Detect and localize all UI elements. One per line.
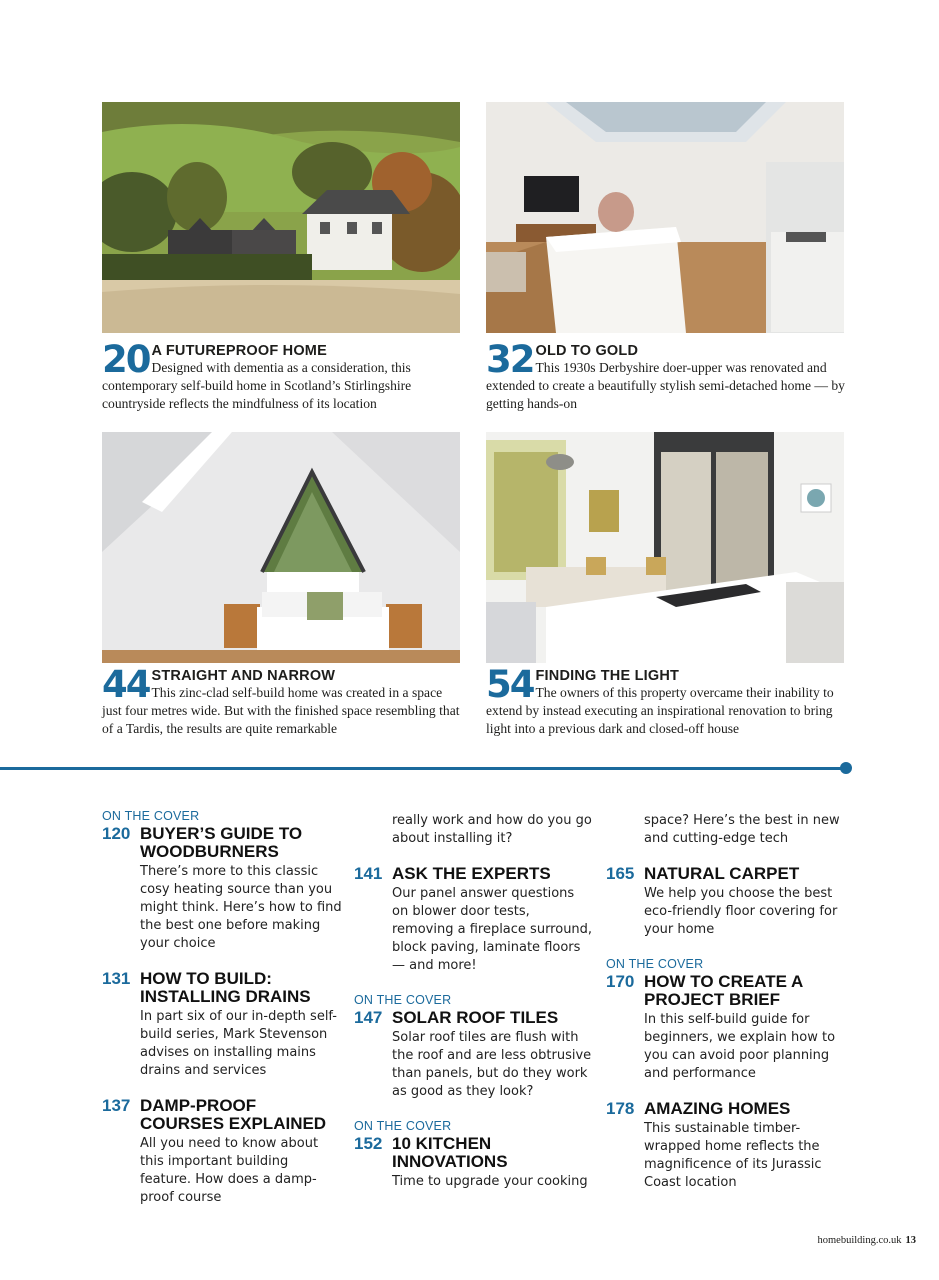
entry-description: Our panel answer questions on blower door tests, removing a fireplace surround, block paving, laminate floors — and more! bbox=[392, 886, 593, 973]
feature-photo-finding-the-light bbox=[486, 432, 844, 663]
feature-old-to-gold[interactable] bbox=[486, 338, 848, 413]
entry-title: 10 KITCHEN INNOVATIONS bbox=[392, 1134, 508, 1171]
entry-page-number: 141 bbox=[354, 864, 383, 883]
footer-site[interactable]: homebuilding.co.uk bbox=[817, 1235, 902, 1246]
entry-page-number: 152 bbox=[354, 1134, 383, 1153]
feature-photo-futureproof-home bbox=[102, 102, 460, 333]
entry-description: All you need to know about this important building feature. How does a damp-proof course bbox=[140, 1136, 319, 1205]
section-divider bbox=[0, 767, 846, 770]
feature-straight-and-narrow[interactable] bbox=[102, 663, 464, 738]
entry-description-continued: space? Here’s the best in new and cutting-edge tech bbox=[644, 813, 840, 846]
entry-page-number: 170 bbox=[606, 972, 635, 991]
page-footer bbox=[818, 1235, 917, 1246]
feature-description: The owners of this property overcame their inability to extend by instead executing an inspirational renovation to bring light into a previous dark and closed-off house bbox=[486, 685, 834, 736]
feature-number: 44 bbox=[102, 663, 150, 706]
contents-entry[interactable] bbox=[102, 970, 342, 1080]
entry-page-number: 120 bbox=[102, 824, 131, 843]
entry-title: NATURAL CARPET bbox=[644, 864, 800, 883]
feature-description: Designed with dementia as a consideration, this contemporary self-build home in Scotland’s Stirlingshire countryside reflects the mindfulness of its location bbox=[102, 360, 412, 411]
entry-title: HOW TO CREATE A PROJECT BRIEF bbox=[644, 972, 803, 1009]
feature-description: This zinc-clad self-build home was created in a space just four metres wide. But with the finished space resembling that of a Tardis, the results are quite remarkable bbox=[102, 685, 460, 736]
entry-description: This sustainable timber-wrapped home reflects the magnificence of its Jurassic Coast location bbox=[644, 1121, 822, 1190]
entry-title: HOW TO BUILD: INSTALLING DRAINS bbox=[140, 969, 311, 1006]
on-the-cover-label: ON THE COVER bbox=[606, 957, 704, 971]
feature-number: 54 bbox=[486, 663, 534, 706]
feature-title: OLD TO GOLD bbox=[535, 343, 639, 359]
page-number: 13 bbox=[905, 1235, 916, 1246]
entry-page-number: 147 bbox=[354, 1008, 383, 1027]
entry-title: DAMP-PROOF COURSES EXPLAINED bbox=[140, 1096, 327, 1133]
entry-description: We help you choose the best eco-friendly floor covering for your home bbox=[644, 886, 838, 937]
contents-entry[interactable] bbox=[606, 865, 846, 939]
contents-entry[interactable] bbox=[606, 1100, 846, 1192]
contents-column-left bbox=[102, 808, 342, 1207]
feature-title: A FUTUREPROOF HOME bbox=[151, 343, 327, 359]
section-divider-dot bbox=[840, 762, 852, 774]
contents-entry[interactable] bbox=[102, 1097, 342, 1207]
contents-entry[interactable] bbox=[354, 865, 594, 975]
on-the-cover-label: ON THE COVER bbox=[354, 1119, 452, 1133]
feature-number: 32 bbox=[486, 338, 534, 381]
feature-photo-straight-and-narrow bbox=[102, 432, 460, 663]
entry-page-number: 131 bbox=[102, 969, 131, 988]
entry-title: AMAZING HOMES bbox=[644, 1099, 791, 1118]
entry-description-continued: really work and how do you go about installing it? bbox=[392, 813, 592, 846]
feature-futureproof-home[interactable] bbox=[102, 338, 464, 413]
feature-description: This 1930s Derbyshire doer-upper was renovated and extended to create a beautifully stylish semi-detached home — by getting hands-on bbox=[486, 360, 845, 411]
entry-page-number: 165 bbox=[606, 864, 635, 883]
feature-title: STRAIGHT AND NARROW bbox=[151, 668, 336, 684]
contents-column-right bbox=[606, 812, 846, 1192]
contents-column-middle bbox=[354, 812, 594, 1191]
entry-description: Solar roof tiles are flush with the roof and are less obtrusive than panels, but do they work as good as they look? bbox=[392, 1030, 592, 1099]
on-the-cover-label: ON THE COVER bbox=[102, 809, 200, 823]
entry-title: ASK THE EXPERTS bbox=[392, 864, 551, 883]
entry-description: Time to upgrade your cooking bbox=[392, 1174, 588, 1189]
entry-title: BUYER’S GUIDE TO WOODBURNERS bbox=[140, 824, 303, 861]
contents-entry[interactable] bbox=[354, 1135, 594, 1191]
entry-page-number: 137 bbox=[102, 1096, 131, 1115]
feature-finding-the-light[interactable] bbox=[486, 663, 848, 738]
feature-number: 20 bbox=[102, 338, 150, 381]
feature-title: FINDING THE LIGHT bbox=[535, 668, 680, 684]
contents-entry[interactable] bbox=[606, 973, 846, 1083]
entry-title: SOLAR ROOF TILES bbox=[392, 1008, 559, 1027]
contents-entry[interactable] bbox=[354, 1009, 594, 1101]
feature-photo-old-to-gold bbox=[486, 102, 844, 333]
entry-description: There’s more to this classic cosy heating source than you might think. Here’s how to find the best one before making your choice bbox=[140, 864, 342, 951]
entry-description: In this self-build guide for beginners, we explain how to you can avoid poor planning and performance bbox=[644, 1012, 836, 1081]
on-the-cover-label: ON THE COVER bbox=[354, 993, 452, 1007]
entry-page-number: 178 bbox=[606, 1099, 635, 1118]
contents-entry[interactable] bbox=[102, 825, 342, 953]
entry-description: In part six of our in-depth self-build series, Mark Stevenson advises on installing mains drains and services bbox=[140, 1009, 337, 1078]
